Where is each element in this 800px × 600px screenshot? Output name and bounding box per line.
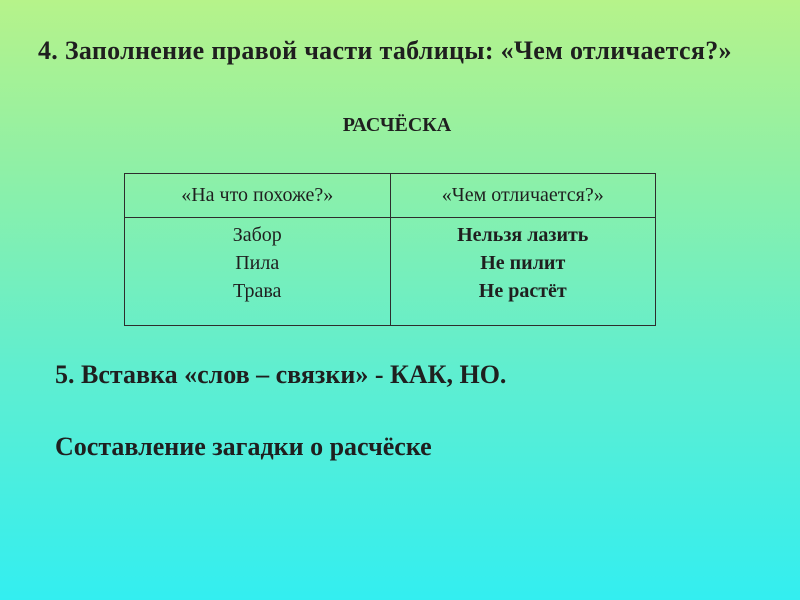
subject-title-text: РАСЧЁСКА	[342, 114, 452, 136]
similar-item: Пила	[235, 252, 280, 274]
different-cell	[390, 218, 656, 326]
similar-cell	[125, 218, 391, 326]
column-header-different: «Чем отличается?»	[390, 174, 656, 218]
subject-title	[0, 114, 800, 137]
slide-heading: 4. Заполнение правой части таблицы: «Чем отличается?»	[38, 36, 732, 65]
step-5-text: 5. Вставка «слов – связки» - КАК, НО.	[55, 360, 507, 389]
comparison-table	[124, 173, 656, 326]
table-header-row	[125, 174, 656, 218]
different-item: Не растёт	[478, 280, 567, 302]
table-row	[125, 218, 656, 326]
similar-item: Трава	[233, 280, 282, 302]
different-item: Нельзя лазить	[457, 224, 589, 246]
similar-item: Забор	[232, 224, 282, 246]
column-header-similar: «На что похоже?»	[125, 174, 391, 218]
different-item: Не пилит	[480, 252, 566, 274]
riddle-task-text: Составление загадки о расчёске	[55, 432, 432, 461]
